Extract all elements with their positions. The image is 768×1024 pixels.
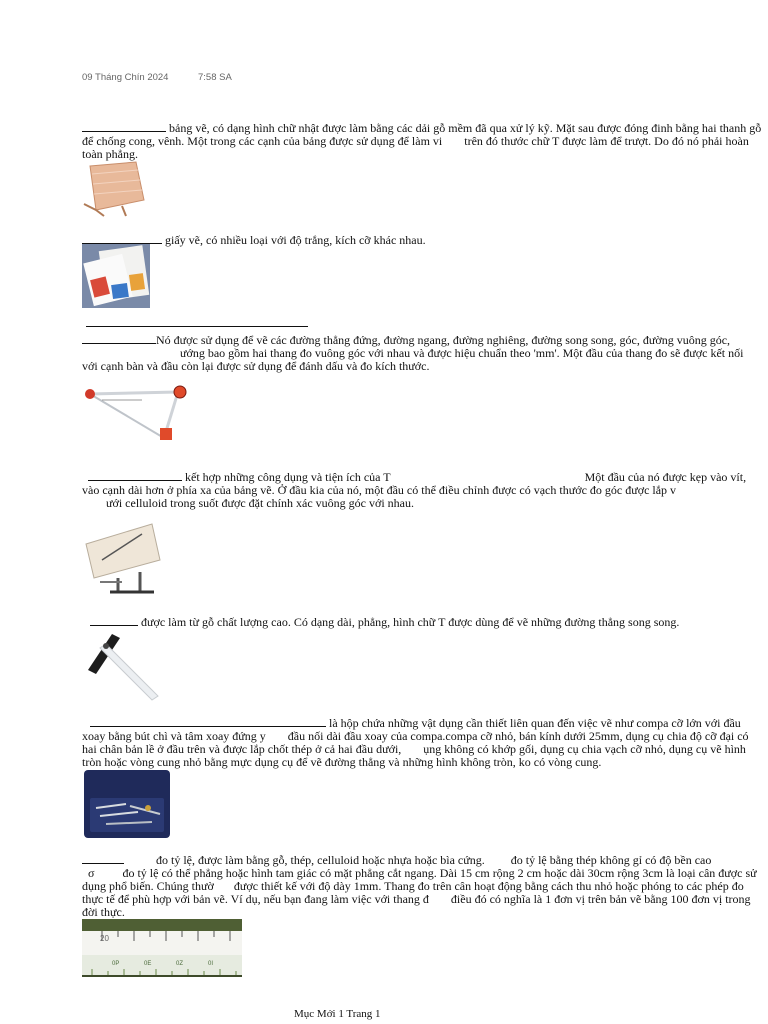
item-drawing-board-text: bảng vẽ, có dạng hình chữ nhật được làm bằng các dải gỗ mềm đã qua xử lý kỹ. Mặt sau được đóng đinh bằng hai thanh gỗ để chống cong, vênh. Một trong các cạnh của bảng được sử dụng để làm vi trên đó thước chữ T được làm để trượt. Do đó nó phải hoàn toàn phẳng. [82, 121, 762, 161]
scale-ruler-image [82, 919, 242, 977]
answer-blank[interactable] [82, 853, 124, 864]
answer-blank[interactable] [82, 233, 162, 244]
item-compass-set-text: là hộp chứa những vật dụng cần thiết liên quan đến việc vẽ như compa cỡ lớn với đầu xoay bằng bút chì và tâm xoay đứng y đầu nối dài đầu xoay của compa.compa cỡ nhỏ, bán kính dưới 25mm, dụng cụ chia độ cỡ đại có hai chân bản lề ở đầu trên và được lắp chốt thép ở cả hai đầu dưới, ụng không có khớp gối, dụng cụ chia vạch cỡ nhỏ, dụng cụ vẽ hình tròn hoặc vòng cung nhỏ bằng mực dụng cụ để vẽ đường thẳng và những hình không tròn, ko có vòng cung. [82, 716, 749, 769]
answer-blank[interactable] [82, 333, 156, 344]
t-square-image [82, 630, 164, 702]
drafting-machine-image [82, 380, 190, 446]
page-footer: Mục Mới 1 Trang 1 [294, 1008, 381, 1020]
item-drafting-machine-text: Nó được sử dụng để vẽ các đường thẳng đứng, đường ngang, đường nghiêng, đường song song, góc, đường vuông góc, ướng bao gồm hai thang đo vuông góc với nhau và được hiệu chuẩn theo 'mm'. Một đầu của thang đo sẽ được kết nối với cạnh bàn và đầu còn lại được sử dụng để đánh dấu và đo kích thước. [82, 333, 744, 373]
ruler-mark: 20 [100, 934, 109, 943]
item-drafting-table-text: kết hợp những công dụng và tiện ích của T Một đầu của nó được kẹp vào vít, vào cạnh dài hơn ở phía xa của bảng vẽ. Ở đầu kia của nó, một đầu có thể điều chỉnh được có vạch thước đo góc được lắp v ưới celluloid trong suốt được đặt chính xác vuông góc với nhau. [82, 470, 747, 510]
item-scale-ruler-text: đo tỷ lệ, được làm bằng gỗ, thép, celluloid hoặc nhựa hoặc bìa cứng. đo tỷ lệ bằng thép không gỉ có độ bền cao σ đo tỷ lệ có thể phẳng hoặc hình tam giác có mặt phẳng cắt ngang. Dài 15 cm rộng 2 cm hoặc dài 30cm rộng 3cm là loại cân được sử dụng phổ biến. Chúng thườ được thiết kế với độ dày 1mm. Thang đo trên cân hoạt động bằng cách thu nhỏ hoặc phóng to các phép đo thực tế để phù hợp với bản vẽ. Ví dụ, nếu bạn đang làm việc với thang đ điều đó có nghĩa là 1 đơn vị trên bản vẽ bằng 100 đơn vị trong đời thực. [82, 853, 757, 919]
note-time: 7:58 SA [198, 72, 232, 83]
compass-set-image [82, 768, 172, 840]
answer-blank[interactable] [88, 470, 182, 481]
ruler-mark: 0P [112, 961, 120, 967]
item-drawing-paper-text: giấy vẽ, có nhiều loại với độ trắng, kích cỡ khác nhau. [82, 233, 762, 247]
drawing-board-image [82, 160, 148, 218]
divider-line [86, 326, 308, 327]
note-date: 09 Tháng Chín 2024 [82, 72, 169, 83]
drafting-table-image [82, 520, 164, 600]
item-t-square-text: được làm từ gỗ chất lượng cao. Có dạng dài, phẳng, hình chữ T được dùng để vẽ những đường thẳng song song. [82, 615, 762, 629]
answer-blank[interactable] [90, 716, 326, 727]
ruler-mark: 0E [144, 961, 152, 967]
drawing-paper-image [82, 244, 150, 308]
ruler-mark: 0I [208, 961, 214, 967]
answer-blank[interactable] [90, 615, 138, 626]
ruler-mark: 0Z [176, 961, 184, 967]
answer-blank[interactable] [82, 121, 166, 132]
